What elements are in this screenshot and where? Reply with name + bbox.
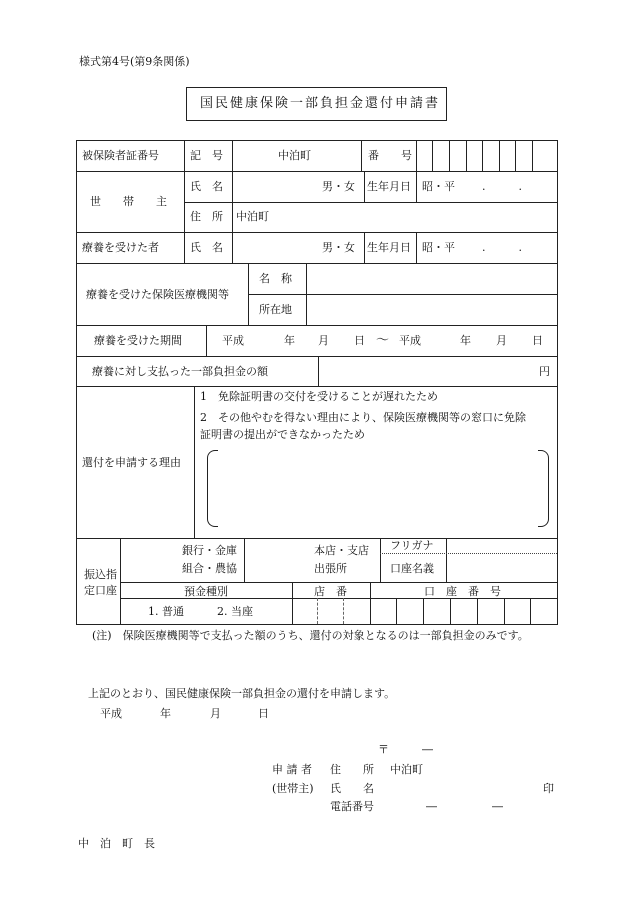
applicant-address-value: 中泊町 (390, 763, 423, 776)
patient-name-label: 氏 名 (190, 241, 223, 254)
postal-code: 〒 ― (378, 743, 433, 756)
phone-label: 電話番号 (330, 800, 374, 813)
patient-sex: 男・女 (322, 241, 355, 254)
period-era-start: 平成 (222, 334, 244, 347)
household-head-label: 世 帯 主 (90, 195, 167, 208)
branch-type-line2: 出張所 (314, 562, 347, 575)
institution-location-label: 所在地 (259, 303, 292, 316)
deposit-type-label: 預金種別 (184, 585, 228, 598)
household-birth-label: 生年月日 (367, 180, 411, 193)
seal-mark: 印 (543, 782, 554, 795)
note: (注) 保険医療機関等で支払った額のうち、還付の対象となるのは一部負担金のみです。 (92, 629, 529, 642)
symbol-value: 中泊町 (278, 149, 311, 162)
patient-label: 療養を受けた者 (82, 241, 159, 254)
reason-option-1: 1 免除証明書の交付を受けることが遅れたため (200, 390, 438, 403)
bank-label-line1: 振込指 (84, 568, 117, 581)
period-year-start: 年 (284, 334, 295, 347)
institution-label: 療養を受けた保険医療機関等 (86, 288, 229, 301)
reason-option-2-line1: 2 その他やむを得ない理由により、保険医療機関等の窓口に免除 (200, 411, 526, 424)
period-day-start: 日 (354, 334, 365, 347)
applicant-address-label: 住 所 (330, 763, 374, 776)
account-holder-label: 口座名義 (390, 562, 434, 575)
household-sex: 男・女 (322, 180, 355, 193)
period-label: 療養を受けた期間 (94, 334, 182, 347)
household-birth-dots: . . (482, 180, 522, 193)
applicant-name-label: 氏 名 (330, 782, 374, 795)
addressee: 中 泊 町 長 (78, 837, 155, 850)
period-month-end: 月 (496, 334, 507, 347)
date-year: 年 (160, 707, 171, 720)
form-title: 国民健康保険一部負担金還付申請書 (200, 96, 441, 111)
patient-birth-label: 生年月日 (367, 241, 411, 254)
phone-separators: ― ― (426, 800, 503, 813)
household-name-label: 氏 名 (190, 180, 223, 193)
bank-label-line2: 定口座 (84, 584, 117, 597)
account-number-label: 口 座 番 号 (424, 585, 501, 598)
reason-option-2-line2: 証明書の提出ができなかったため (200, 428, 365, 441)
period-day-end: 日 (532, 334, 543, 347)
period-tilde: ～ (376, 333, 390, 348)
applicant-label: 申 請 者 (272, 763, 312, 776)
bank-type-line2: 組合・農協 (182, 562, 237, 575)
reason-label: 還付を申請する理由 (82, 456, 181, 469)
period-era-end: 平成 (399, 334, 421, 347)
patient-birth-dots: . . (482, 241, 522, 254)
branch-type-line1: 本店・支店 (314, 544, 369, 557)
amount-unit: 円 (539, 365, 550, 378)
date-month: 月 (210, 707, 221, 720)
household-head-note: (世帯主) (272, 782, 314, 795)
patient-birth-era: 昭・平 (422, 241, 455, 254)
bank-type-line1: 銀行・金庫 (182, 544, 237, 557)
household-birth-era: 昭・平 (422, 180, 455, 193)
date-day: 日 (258, 707, 269, 720)
household-address-label: 住 所 (190, 210, 223, 223)
furigana-label: フリガナ (390, 539, 434, 552)
symbol-label: 記 号 (190, 149, 223, 162)
number-label: 番 号 (368, 149, 412, 162)
amount-label: 療養に対し支払った一部負担金の額 (92, 365, 268, 378)
declaration: 上記のとおり、国民健康保険一部負担金の還付を申請します。 (88, 687, 396, 700)
deposit-options: 1. 普通 2. 当座 (148, 605, 253, 618)
form-id: 様式第4号(第9条関係) (79, 55, 190, 68)
insured-number-label: 被保険者証番号 (82, 149, 159, 162)
date-era: 平成 (100, 707, 122, 720)
period-year-end: 年 (460, 334, 471, 347)
branch-number-label: 店 番 (314, 585, 347, 598)
institution-name-label: 名 称 (259, 272, 292, 285)
household-address-value: 中泊町 (236, 210, 269, 223)
period-month-start: 月 (318, 334, 329, 347)
